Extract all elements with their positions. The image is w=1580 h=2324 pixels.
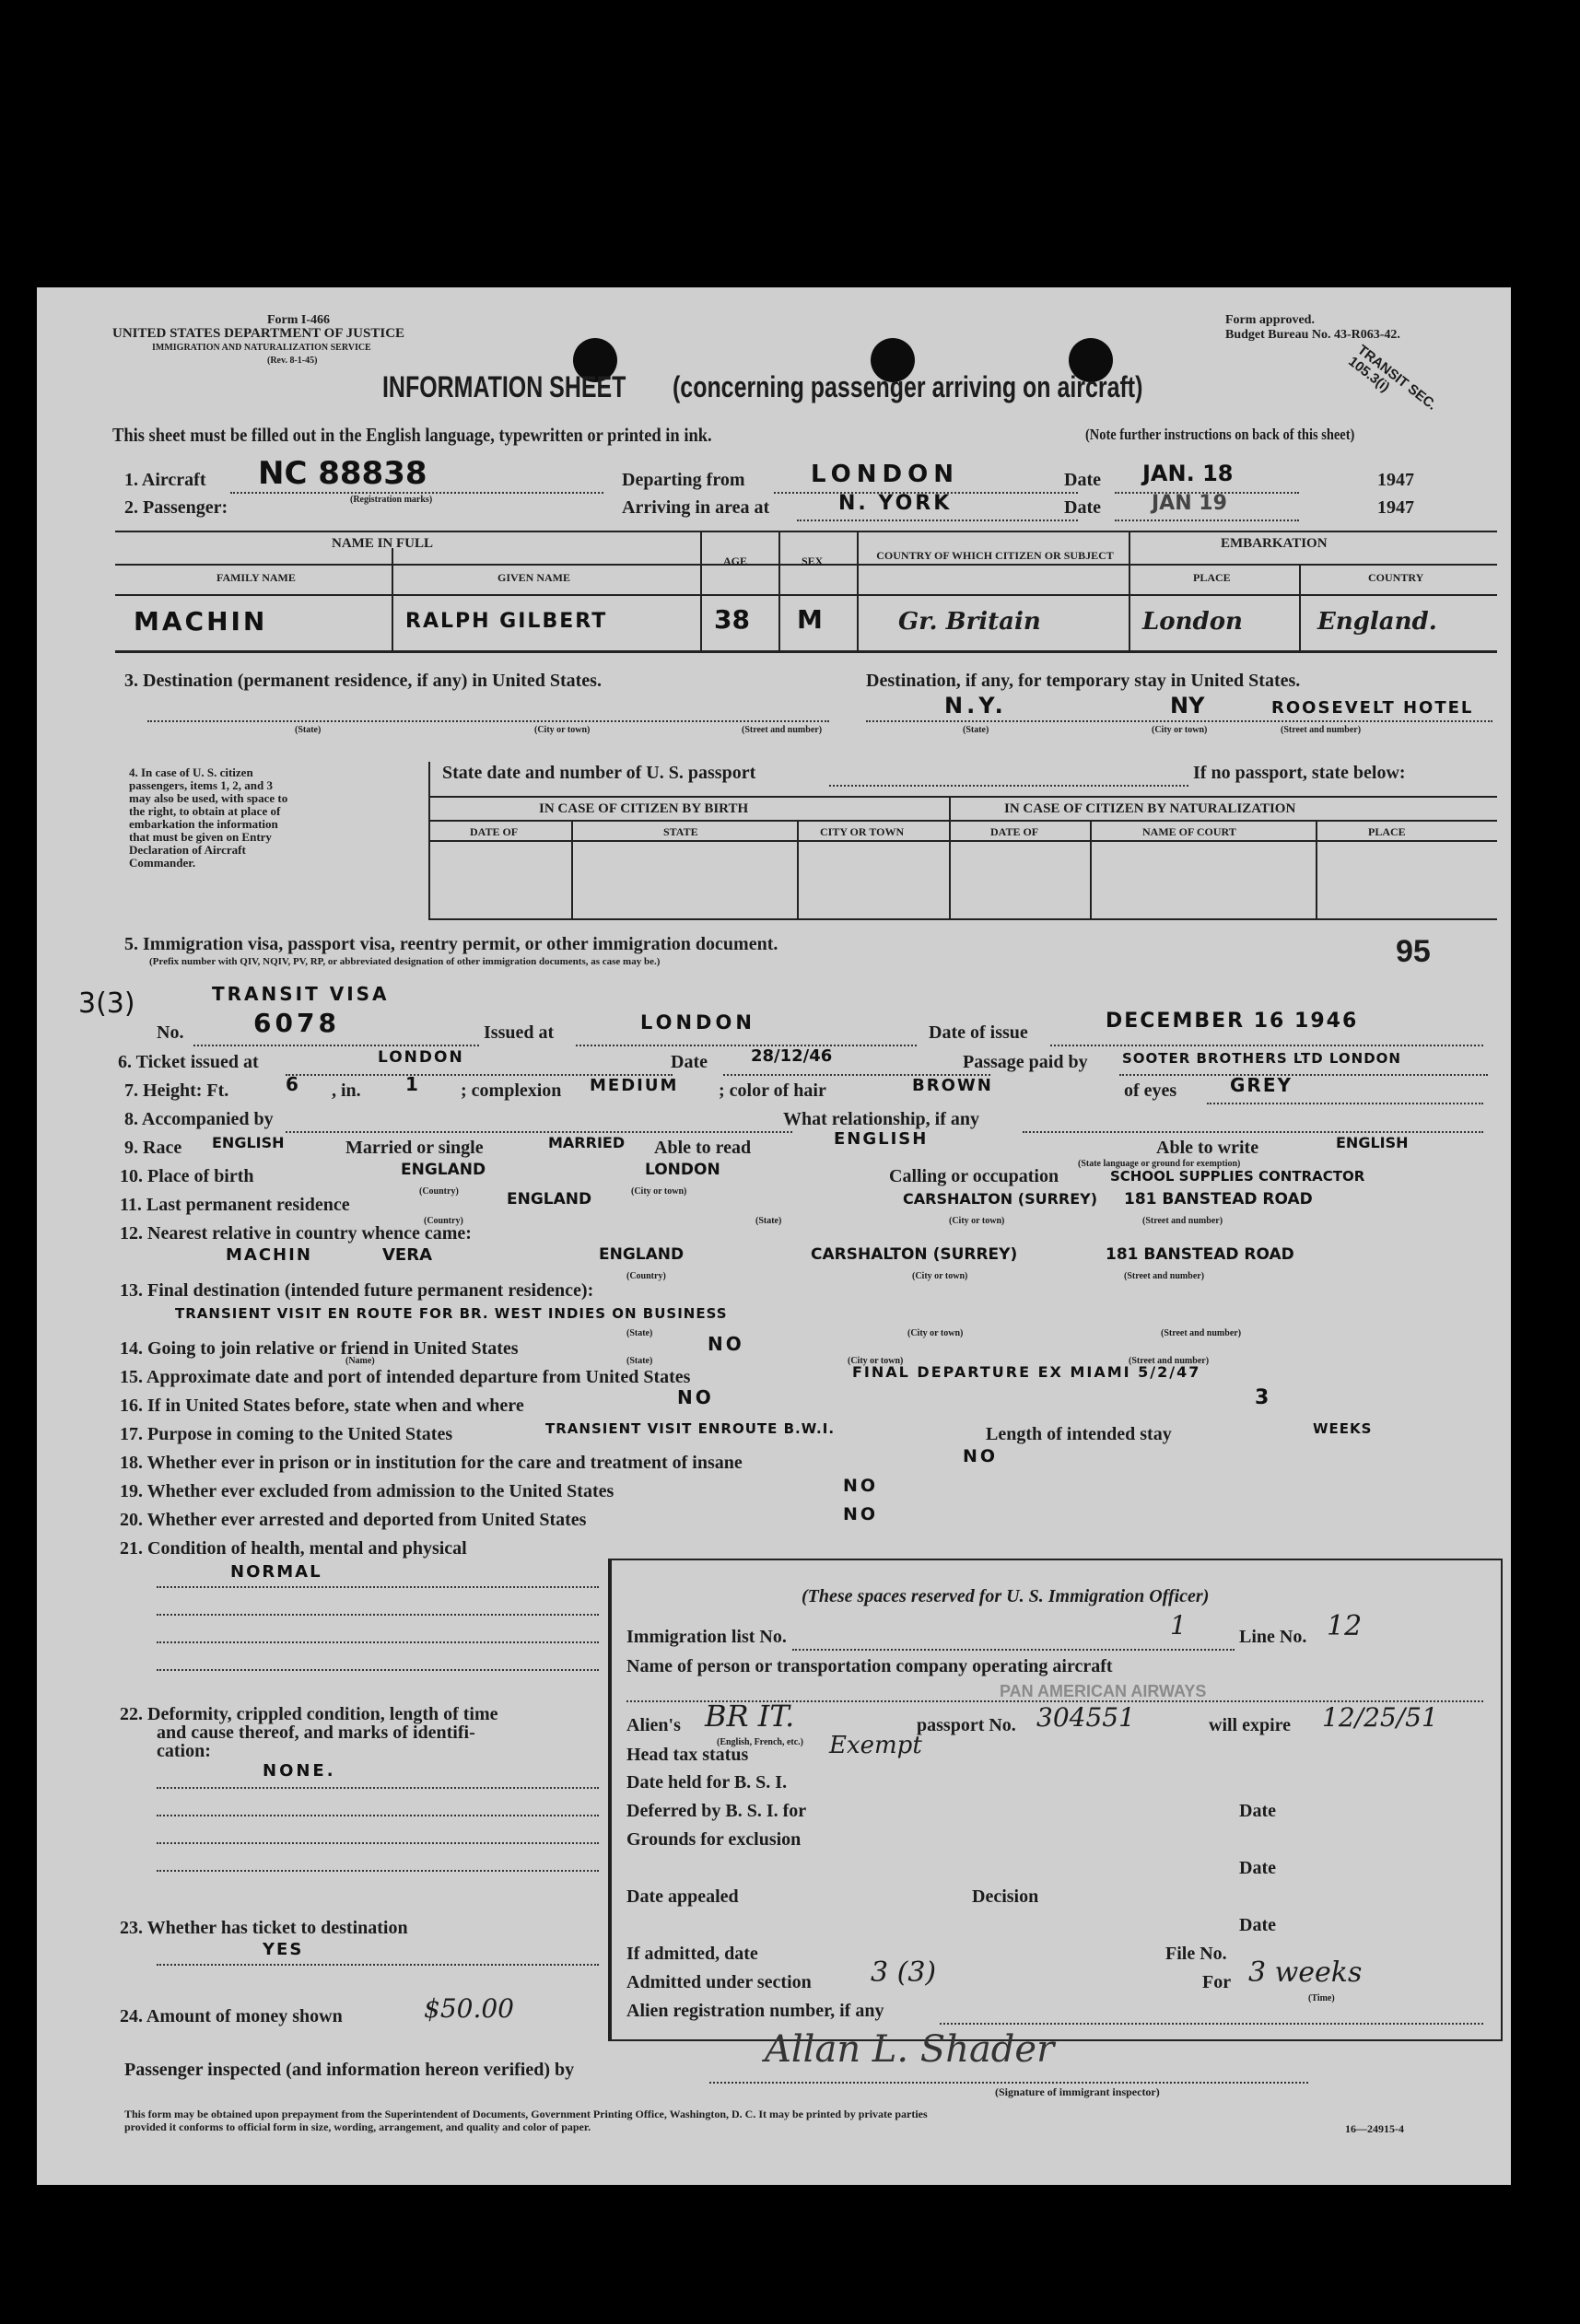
- inspector-signature: Allan L. Shader: [765, 2028, 1055, 2071]
- departing-label: Departing from: [622, 470, 745, 490]
- service: IMMIGRATION AND NATURALIZATION SERVICE: [152, 343, 371, 353]
- instruction: This sheet must be filled out in the English language, typewritten or printed in ink.: [112, 424, 712, 446]
- destination-label: 3. Destination (permanent residence, if any) in United States.: [124, 671, 602, 691]
- aircraft-label: 1. Aircraft: [124, 470, 206, 490]
- aircraft-value: NC 88838: [258, 455, 427, 492]
- family-name: MACHIN: [134, 606, 268, 636]
- date1-label: Date: [1064, 470, 1101, 490]
- visa-date: DECEMBER 16 1946: [1106, 1010, 1359, 1033]
- sex: M: [797, 604, 823, 635]
- citizenship: Gr. Britain: [898, 608, 1041, 636]
- temp-street: ROOSEVELT HOTEL: [1271, 698, 1474, 718]
- form-approved: Form approved.: [1225, 313, 1315, 327]
- visa-issued-at: LONDON: [640, 1011, 755, 1034]
- temp-state: N.Y.: [944, 693, 1007, 718]
- transit-stamp: TRANSIT SEC. 105.3(i): [1345, 342, 1440, 414]
- note: (Note further instructions on back of this sheet): [1085, 426, 1355, 443]
- form-number: Form I-466: [267, 313, 331, 327]
- embark-country: England.: [1317, 608, 1437, 636]
- date1-value: JAN. 18: [1142, 461, 1234, 486]
- embark-place: London: [1142, 608, 1243, 636]
- age: 38: [714, 604, 750, 635]
- given-name: RALPH GILBERT: [405, 610, 608, 633]
- form-subtitle: (concerning passenger arriving on aircraft): [673, 370, 1143, 403]
- year1: 1947: [1377, 470, 1414, 490]
- arriving-value: N. YORK: [838, 492, 953, 515]
- passenger-label: 2. Passenger:: [124, 497, 228, 518]
- form-title: INFORMATION SHEET: [382, 370, 626, 403]
- budget-bureau: Budget Bureau No. 43-R063-42.: [1225, 328, 1400, 342]
- visa-type: TRANSIT VISA: [212, 983, 390, 1005]
- date2-value: JAN 19: [1152, 492, 1227, 515]
- department: UNITED STATES DEPARTMENT OF JUSTICE: [112, 326, 405, 341]
- date2-label: Date: [1064, 497, 1101, 518]
- arriving-label: Arriving in area at: [622, 497, 770, 518]
- citizen-note: 4. In case of U. S. citizen passengers, items 1, 2, and 3 may also be used, with space to the right, to obtain at place of embarkation the information that must be given on Entry Declaration of Aircraft Commander.: [129, 765, 288, 870]
- temp-destination-label: Destination, if any, for temporary stay in United States.: [866, 671, 1301, 691]
- visa-number: 6078: [253, 1008, 340, 1038]
- margin-note: 3(3): [78, 987, 135, 1020]
- revision: (Rev. 8-1-45): [267, 356, 318, 366]
- code-number: 95: [1396, 934, 1431, 969]
- departing-value: LONDON: [811, 461, 959, 488]
- year2: 1947: [1377, 497, 1414, 518]
- form-sheet: Form I-466 UNITED STATES DEPARTMENT OF JUSTICE IMMIGRATION AND NATURALIZATION SERVICE (Rev. 8-1-45) Form approved. Budget Bureau No. 43-R063-42. TRANSIT SEC. 105.3(i) INFORMATION SHEET (concerning passenger arriving on aircraft) This sheet must be filled out in the English language, typewritten or printed in ink. (Note further instructions on back of this sheet) 1. Aircraft NC 88838 (Registration marks) Departing from LONDON Date JAN. 18 1947 2. Passenger: Arriving in area at N. YORK Date JAN 19 1947 NAME IN FULL EMBARKATION FAMILY NAME GIVEN NAME AGE SEX COUNTRY OF WHICH CITIZEN OR SUBJECT PLACE COUNTRY MACHIN RALPH GILBERT 38 M Gr. Britain London England. 3. Destination (permanent residence, if any) in United States. Destination, if any, for temporary stay in United States. (State) (City or town) (Street and number) N.Y. NY ROOSEVELT HOTEL (State) (City or town) (Street and number) 4. In case of U. S. citizen passengers, items 1, 2, and 3 may also be used, with space to the right, to obtain at place of embarkation the information that must be given on Entry Declaration of Aircraft Commander. State date and number of U. S. passport If no passport, state below: IN CASE OF CITIZEN BY BIRTH IN CASE OF CITIZEN BY NATURALIZATION DATE OF STATE CITY OR TOWN DATE OF NAME OF COURT PLACE 5. Immigration visa, passport visa, reentry permit, or other immigration document. (Prefix number with QIV, NQIV, PV, RP, or abbreviated designation of other immigration documents, as case may be.) 95 3(3) TRANSIT VISA No. 6078 Issued at LONDON Date of issue DECEMBER 16 1946 6. Ticket issued at LONDON Date 28/12/46 Passage paid by SOOTER BROTHERS LTD LONDON 7. Height: Ft. 6 , in. 1 ; complexion MEDIUM ; color of hair BROWN of eyes GREY 8. Accompanied by What relationship, if any 9. Race ENGLISH Married or single MARRIED Able to read ENGLISH Able to write ENGLISH 10. Place of birth ENGLAND LONDON (Country) (City or town) Calling or occupation (State language or ground for exemption) SCHOOL SUPPLIES CONTRACTOR 11. Last permanent residence ENGLAND CARSHALTON (SURREY) 181 BANSTEAD ROAD (Country) (State) (City or town) (Street and number) 12. Nearest relative in country whence came: MACHIN VERA ENGLAND CARSHALTON (SURREY) 181 BANSTEAD ROAD (Country) (City or town) (Street and number) 13. Final destination (intended future permanent residence): TRANSIENT VISIT EN ROUTE FOR BR. WEST INDIES ON BUSINESS (State) (City or town) (Street and number) 14. Going to join relative or friend in United States NO (Name) (State) (City or town) (Street and number) 15. Approximate date and port of intended departure from United States FINAL DEPARTURE EX MIAMI 5/2/47 16. If in United States before, state when and where NO 3 17. Purpose in coming to the United States TRANSIENT VISIT ENROUTE B.W.I. Length of intended stay WEEKS 18. Whether ever in prison or in institution for the care and treatment of insane NO 19. Whether ever excluded from admission to the United States NO 20. Whether ever arrested and deported from United States NO 21. Condition of health, mental and physical NORMAL 22. Deformity, crippled condition, length of time and cause thereof, and marks of identifi- cation: NONE. 23. Whether has ticket to destination YES 24. Amount of money shown $50.00 (These spaces reserved for U. S. Immigration Officer) Immigration list No. 1 Line No. 12 Name of person or transportation company operating aircraft PAN AMERICAN AIRWAYS Alien's BR IT. (English, French, etc.) passport No. 304551 will expire 12/25/51 Head tax status Exempt Date held for B. S. I. Deferred by B. S. I. for Date Grounds for exclusion Date Date appealed Decision Date If admitted, date File No. Admitted under section 3 (3) For 3 weeks (Time) Alien registration number, if any Passenger inspected (and information hereon verified) by Allan L. Shader (Signature of immigrant inspector) This form may be obtained upon prepayment from the Superintendent of Documents, Government Printing Office, Washington, D. C. It may be printed by private parties provided it conforms to official form in size, wording, arrangement, and quality and color of paper. 16—24915-4: [37, 287, 1511, 2185]
- temp-city: NY: [1170, 693, 1205, 718]
